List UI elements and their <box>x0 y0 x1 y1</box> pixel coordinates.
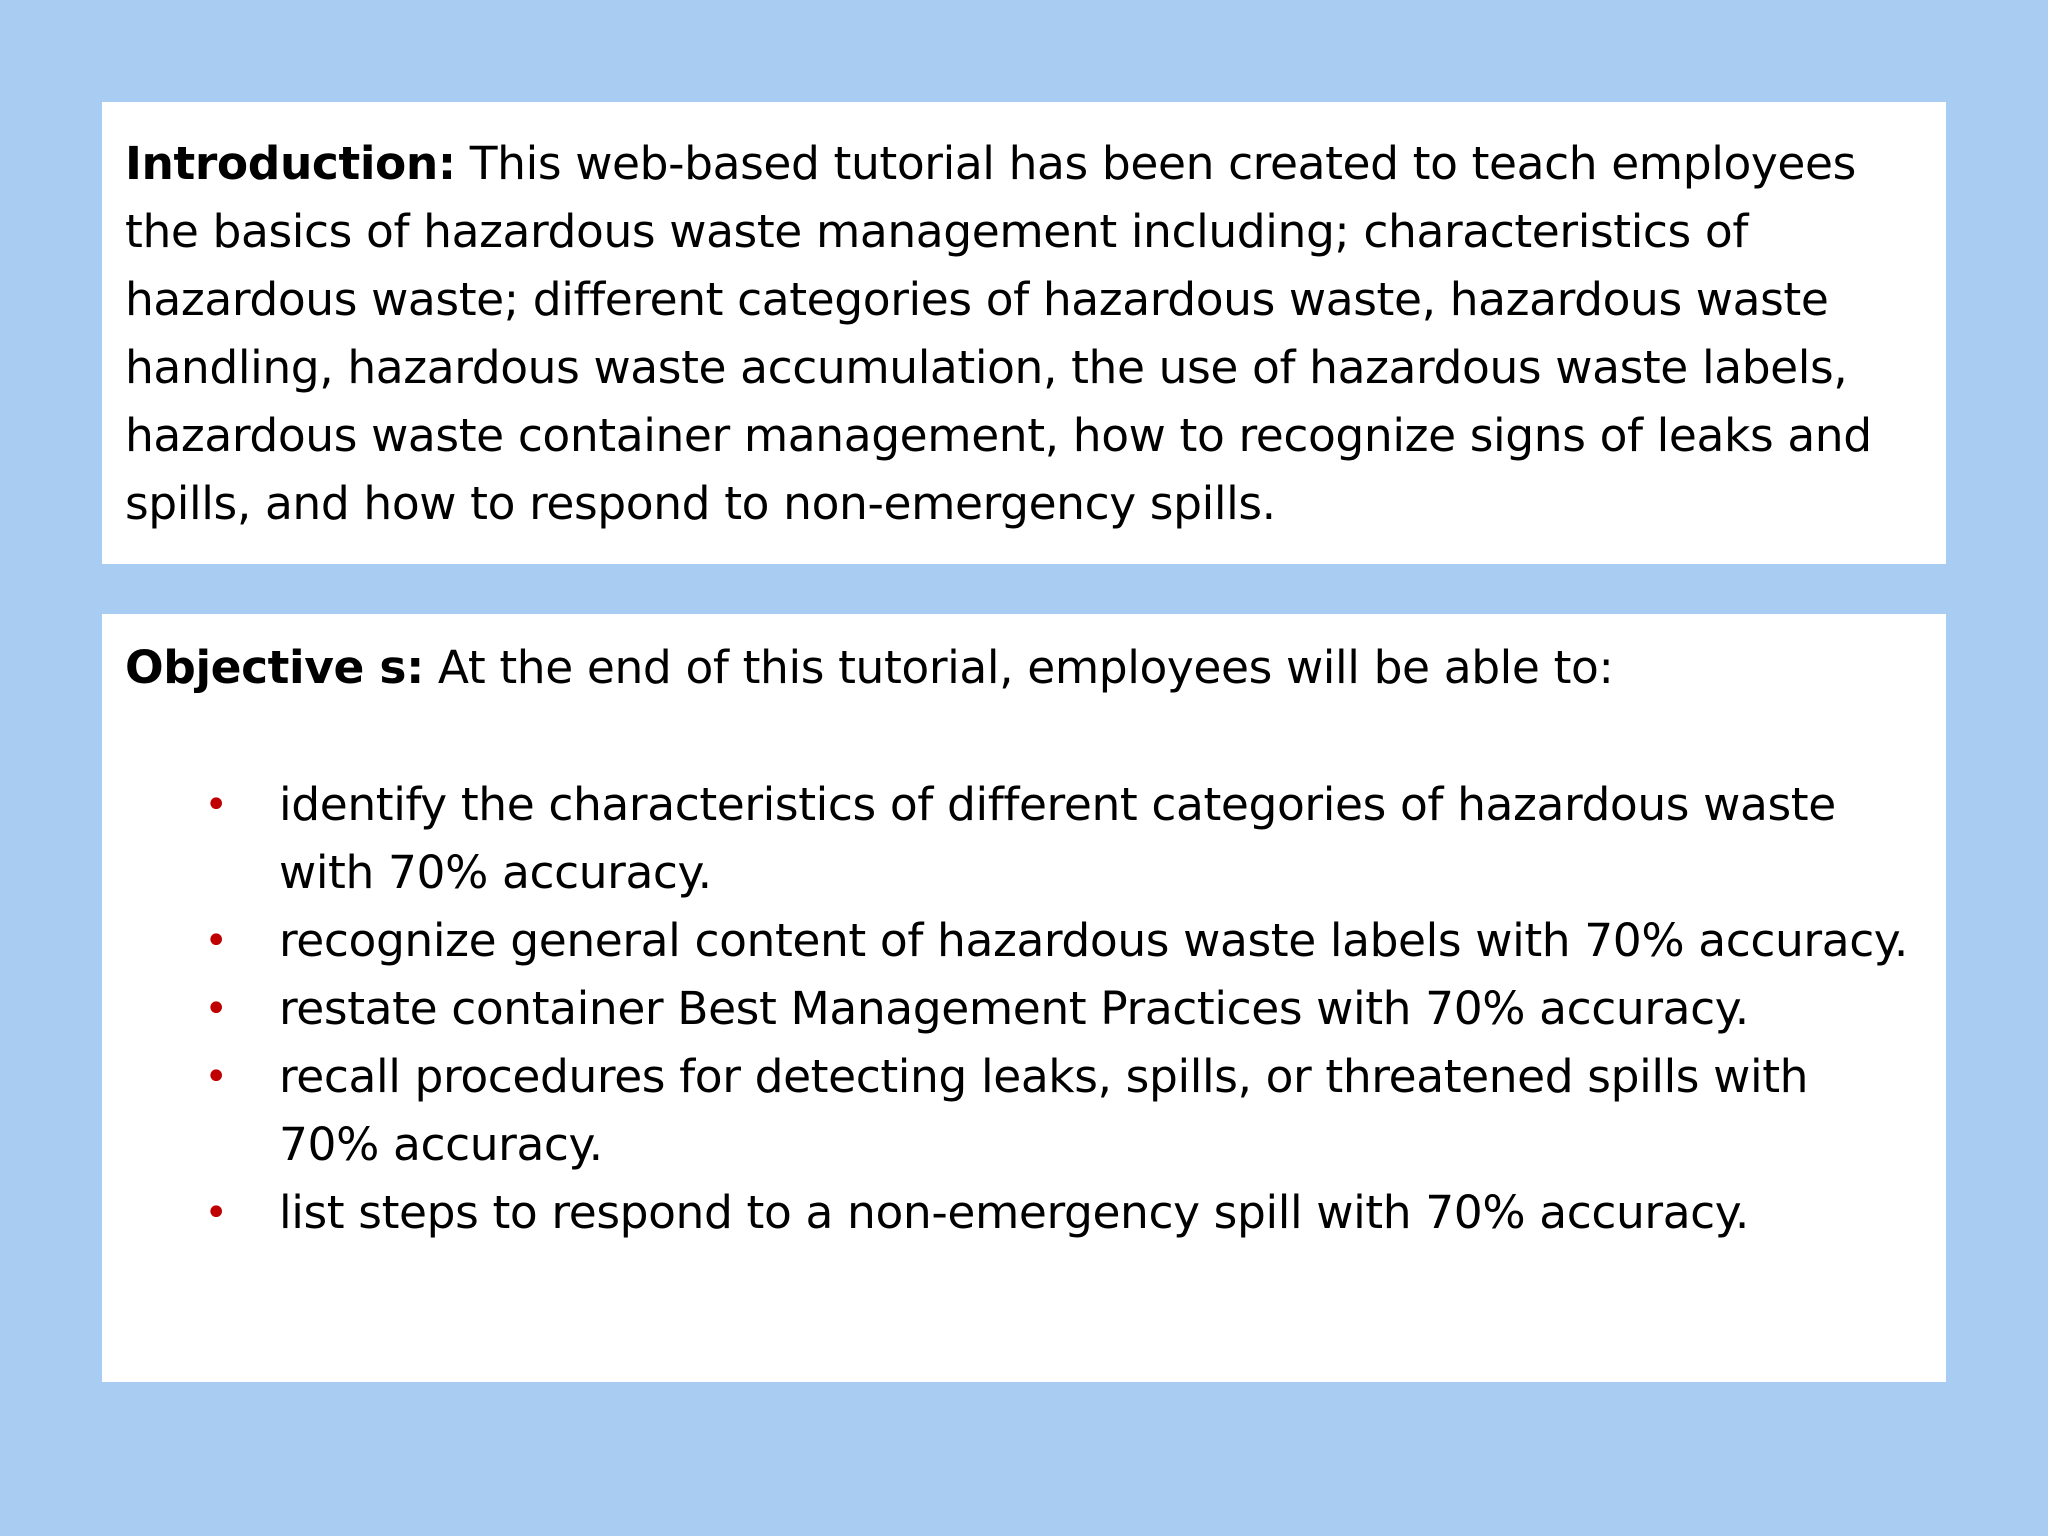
bullet-icon: • <box>204 782 228 828</box>
list-item <box>102 1043 1946 1179</box>
objectives-intro: At the end of this tutorial, employees will be able to: <box>423 641 1614 694</box>
objective-text: list steps to respond to a non-emergency spill with 70% accuracy. <box>279 1186 1749 1239</box>
bullet-icon: • <box>204 1190 228 1236</box>
objectives-heading <box>125 634 1926 702</box>
objectives-label: Objective s: <box>125 641 424 694</box>
objective-text: identify the characteristics of different categories of hazardous waste with 70% accuracy. <box>279 778 1836 899</box>
introduction-paragraph <box>125 130 1926 538</box>
bullet-icon: • <box>204 986 228 1032</box>
list-item <box>102 975 1946 1043</box>
objective-text: recall procedures for detecting leaks, spills, or threatened spills with 70% accuracy. <box>279 1050 1809 1171</box>
introduction-label: Introduction: <box>125 137 456 190</box>
list-item <box>102 771 1946 907</box>
introduction-text: This web-based tutorial has been created to teach employees the basics of hazardous waste management including; characteristics of hazardous waste; different categories of hazardous waste, hazardous waste handling, hazardous waste accumulation, the use of hazardous waste labels, hazardous waste container management, how to recognize signs of leaks and spills, and how to respond to non-emergency spills. <box>125 137 1872 530</box>
list-item <box>102 1179 1946 1247</box>
bullet-icon: • <box>204 1054 228 1100</box>
objectives-panel <box>102 614 1946 1382</box>
introduction-panel <box>102 102 1946 564</box>
bullet-icon: • <box>204 918 228 964</box>
objective-text: recognize general content of hazardous waste labels with 70% accuracy. <box>279 914 1908 967</box>
objectives-list <box>102 771 1946 1247</box>
objective-text: restate container Best Management Practices with 70% accuracy. <box>279 982 1749 1035</box>
list-item <box>102 907 1946 975</box>
